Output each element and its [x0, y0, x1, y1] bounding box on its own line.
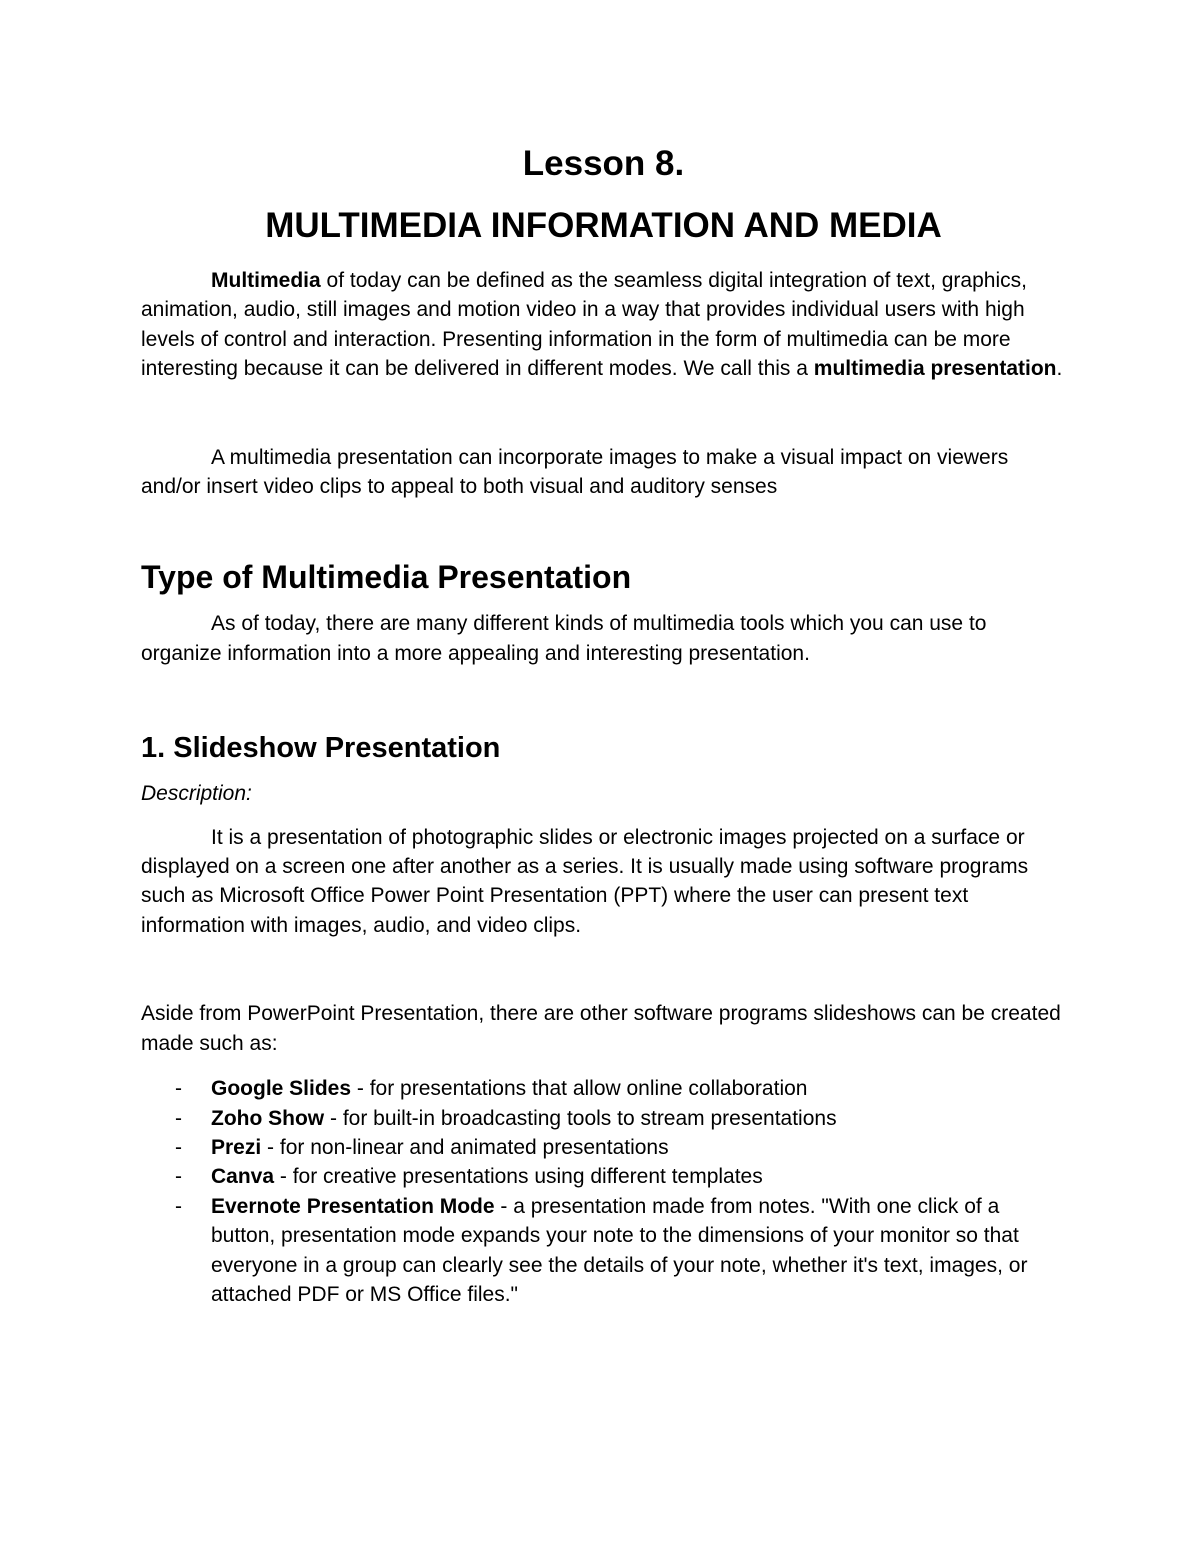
list-item	[141, 1074, 1066, 1103]
section-heading: Type of Multimedia Presentation	[141, 559, 632, 596]
tool-name: Zoho Show	[211, 1106, 325, 1130]
description-label: Description:	[141, 782, 252, 806]
document-content	[141, 140, 1066, 1309]
list-item	[141, 1133, 1066, 1162]
dash-bullet: -	[175, 1106, 182, 1130]
dash-bullet: -	[175, 1077, 182, 1101]
dash-bullet: -	[175, 1194, 182, 1218]
intro-text: of today can be defined as the seamless digital integration of text, graphics, animation, audio, still images and motion video in a way that provides individual users with high levels of control and interaction. Presenting information in the form of multimedia can be more interesting because it can be delivered in different modes. We call this a	[141, 269, 1027, 381]
tool-description: - for non-linear and animated presentations	[261, 1135, 669, 1159]
tool-description: - for built-in broadcasting tools to stream presentations	[324, 1106, 837, 1130]
tool-description: - for creative presentations using different templates	[274, 1165, 763, 1189]
paragraph-tools-intro: As of today, there are many different kinds of multimedia tools which you can use to organize information into a more appealing and interesting presentation.	[141, 612, 987, 665]
tool-name: Google Slides	[211, 1077, 352, 1101]
intro-text-end: .	[1056, 357, 1063, 381]
tool-name: Prezi	[211, 1135, 262, 1159]
dash-bullet: -	[175, 1135, 182, 1159]
intro-term-2: multimedia presentation	[813, 357, 1057, 381]
tool-name: Evernote Presentation Mode	[211, 1194, 495, 1218]
list-item	[141, 1162, 1066, 1191]
tool-description: - for presentations that allow online collaboration	[351, 1077, 808, 1101]
paragraph-other-software: Aside from PowerPoint Presentation, there are other software programs slideshows can be created made such as:	[141, 1002, 1061, 1055]
sub-heading-slideshow: 1. Slideshow Presentation	[141, 732, 501, 765]
paragraph-visual-impact: A multimedia presentation can incorporate images to make a visual impact on viewers and/or insert video clips to appeal to both visual and auditory senses	[141, 445, 1009, 499]
intro-paragraph	[141, 266, 1066, 384]
intro-term: Multimedia	[211, 269, 321, 292]
paragraph-slideshow-description: It is a presentation of photographic slides or electronic images projected on a surface or displayed on a screen one after another as a series. It is usually made using software programs such as Microsoft Office Power Point Presentation (PPT) where the user can present text information with images, audio, and video clips.	[141, 825, 1029, 937]
list-item	[141, 1104, 1066, 1133]
main-title: MULTIMEDIA INFORMATION AND MEDIA	[265, 206, 942, 245]
lesson-title: Lesson 8.	[522, 144, 685, 183]
list-item	[141, 1192, 1066, 1310]
dash-bullet: -	[175, 1165, 182, 1189]
tools-list	[141, 1074, 1066, 1309]
tool-description: - a presentation made from notes. "With one click of a button, presentation mode expands your note to the dimensions of your monitor so that everyone in a group can clearly see the details of your note, whether it's text, images, or attached PDF or MS Office files."	[211, 1194, 1028, 1306]
tool-name: Canva	[211, 1165, 275, 1189]
